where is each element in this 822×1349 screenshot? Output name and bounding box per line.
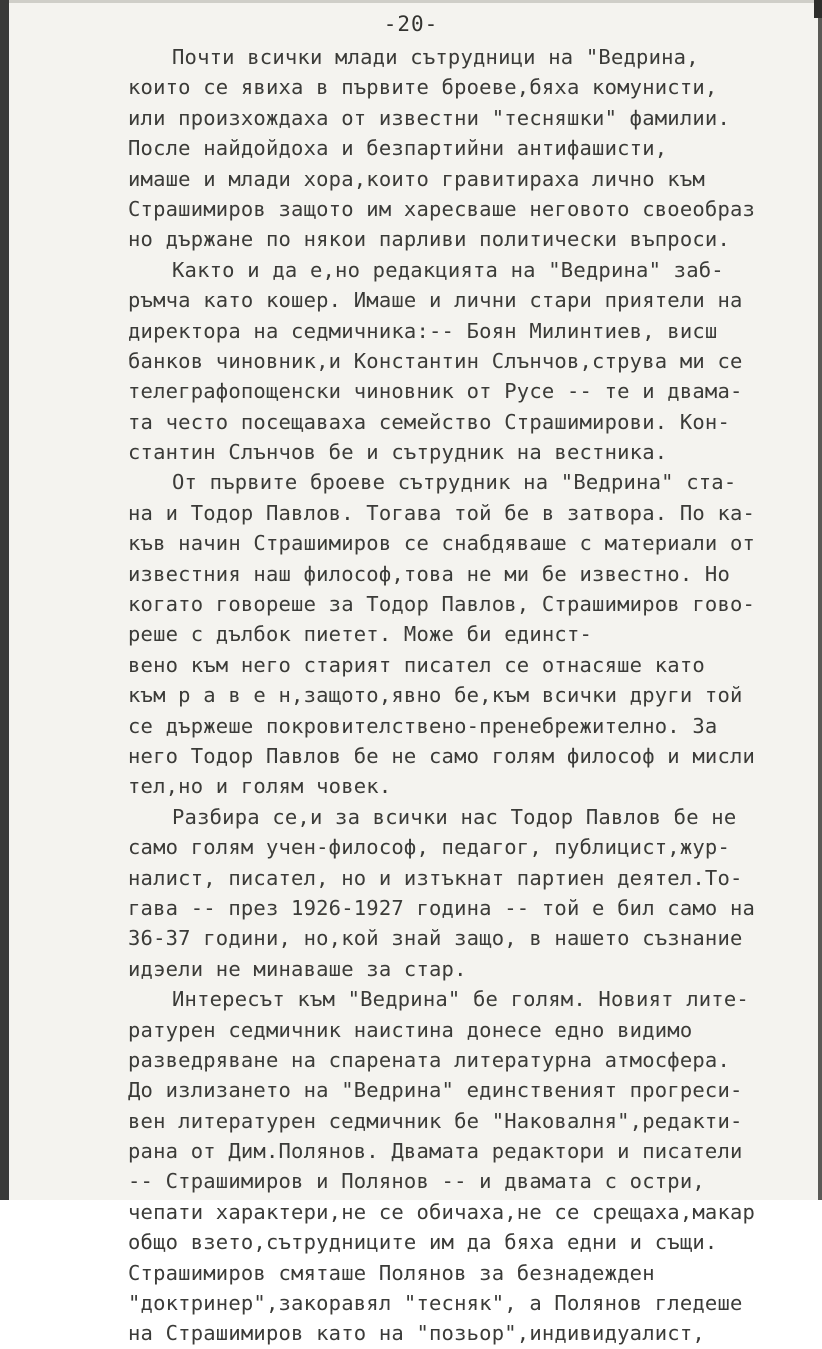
text-line: които се явиха в първите броеве,бяха комунисти,	[128, 75, 718, 100]
text-line: но държане по някои парливи политически въпроси.	[128, 227, 731, 252]
text-line: Интересът към "Ведрина" бе голям. Новият лите-	[172, 987, 749, 1012]
text-line: вено към него старият писател се отнасяше като	[128, 652, 705, 677]
text-line: идэели не минаваше за стар.	[128, 956, 467, 981]
text-line: реше с дълбок пиетет. Може би единст-	[128, 622, 593, 647]
text-line: само голям учен-философ, педагог, публицист,жур-	[128, 835, 731, 860]
text-line: Както и да е,но редакцията на "Ведрина" заб-	[172, 257, 724, 282]
text-line: После найдойдоха и безпартийни антифашисти,	[128, 136, 668, 161]
scan-right-edge	[818, 18, 822, 1200]
typewritten-text	[128, 42, 818, 1349]
text-line: та често посещаваха семейство Страшимирови. Кон-	[128, 409, 731, 434]
text-line: разведряване на спарената литературна атмосфера.	[128, 1047, 731, 1072]
text-line: него Тодор Павлов бе не само голям философ и мисли	[128, 743, 756, 768]
text-line: телеграфопощенски чиновник от Русе -- те и двама-	[128, 379, 743, 404]
text-line: -- Страшимиров и Полянов -- и двамата с остри,	[128, 1169, 705, 1194]
text-line: къв начин Страшимиров се снабдяваше с материали от	[128, 531, 756, 556]
text-line: на Страшимиров като на "позьор",индивидуалист,	[128, 1321, 705, 1346]
text-line: на и Тодор Павлов. Тогава той бе в затвора. По ка-	[128, 500, 756, 525]
text-line: банков чиновник,и Константин Слънчов,струва ми се	[128, 348, 743, 373]
text-line: ръмча като кошер. Имаше и лични стари приятели на	[128, 288, 743, 313]
text-line: гава -- през 1926-1927 година -- той е бил само на	[128, 895, 756, 920]
text-line: От първите броеве сътрудник на "Ведрина" ста-	[172, 470, 737, 495]
text-line: вен литературен седмичник бе "Наковалня",редакти-	[128, 1108, 743, 1133]
text-line: имаше и млади хора,които гравитираха лично към	[128, 166, 705, 191]
text-line: Почти всички млади сътрудници на "Ведрина,	[172, 45, 699, 69]
page-number: -20-	[383, 12, 439, 36]
text-line: Страшимиров защото им харесваше неговото своеобраз	[128, 196, 756, 221]
text-line: към р а в е н,защото,явно бе,към всички други той	[128, 683, 743, 708]
text-line: Разбира се,и за всички нас Тодор Павлов бе не	[172, 804, 737, 829]
text-line: когато говореше за Тодор Павлов, Страшимиров гово-	[128, 592, 756, 617]
text-line: стантин Слънчов бе и сътрудник на вестника.	[128, 440, 668, 465]
scan-top-edge	[9, 0, 814, 3]
text-line: или произхождаха от известни "тесняшки" фамилии.	[128, 105, 731, 130]
text-line: ратурен седмичник наистина донесе едно видимо	[128, 1017, 693, 1042]
scan-left-edge	[0, 0, 9, 1200]
text-line: налист, писател, но и изтъкнат партиен деятел.То-	[128, 865, 743, 890]
text-line: 36-37 години, но,кой знай защо, в нашето съзнание	[128, 926, 743, 951]
text-line: До излизането на "Ведрина" единственият прогреси-	[128, 1078, 743, 1103]
text-line: чепати характери,не се обичаха,не се срещаха,макар	[128, 1199, 756, 1224]
text-line: общо взето,сътрудниците им да бяха едни и същи.	[128, 1230, 718, 1255]
text-line: се държеше покровителствено-пренебрежително. За	[128, 713, 718, 738]
text-line: тел,но и голям човек.	[128, 774, 392, 799]
text-line: "доктринер",закоравял "тесняк", а Полянов гледеше	[128, 1291, 743, 1316]
text-line: директора на седмичника:-- Боян Милинтиев, висш	[128, 318, 718, 343]
text-line: рана от Дим.Полянов. Двамата редактори и писатели	[128, 1139, 743, 1164]
text-line: известния наш философ,това не ми бе известно. Но	[128, 561, 731, 586]
text-line: Страшимиров смяташе Полянов за безнадежден	[128, 1260, 655, 1285]
